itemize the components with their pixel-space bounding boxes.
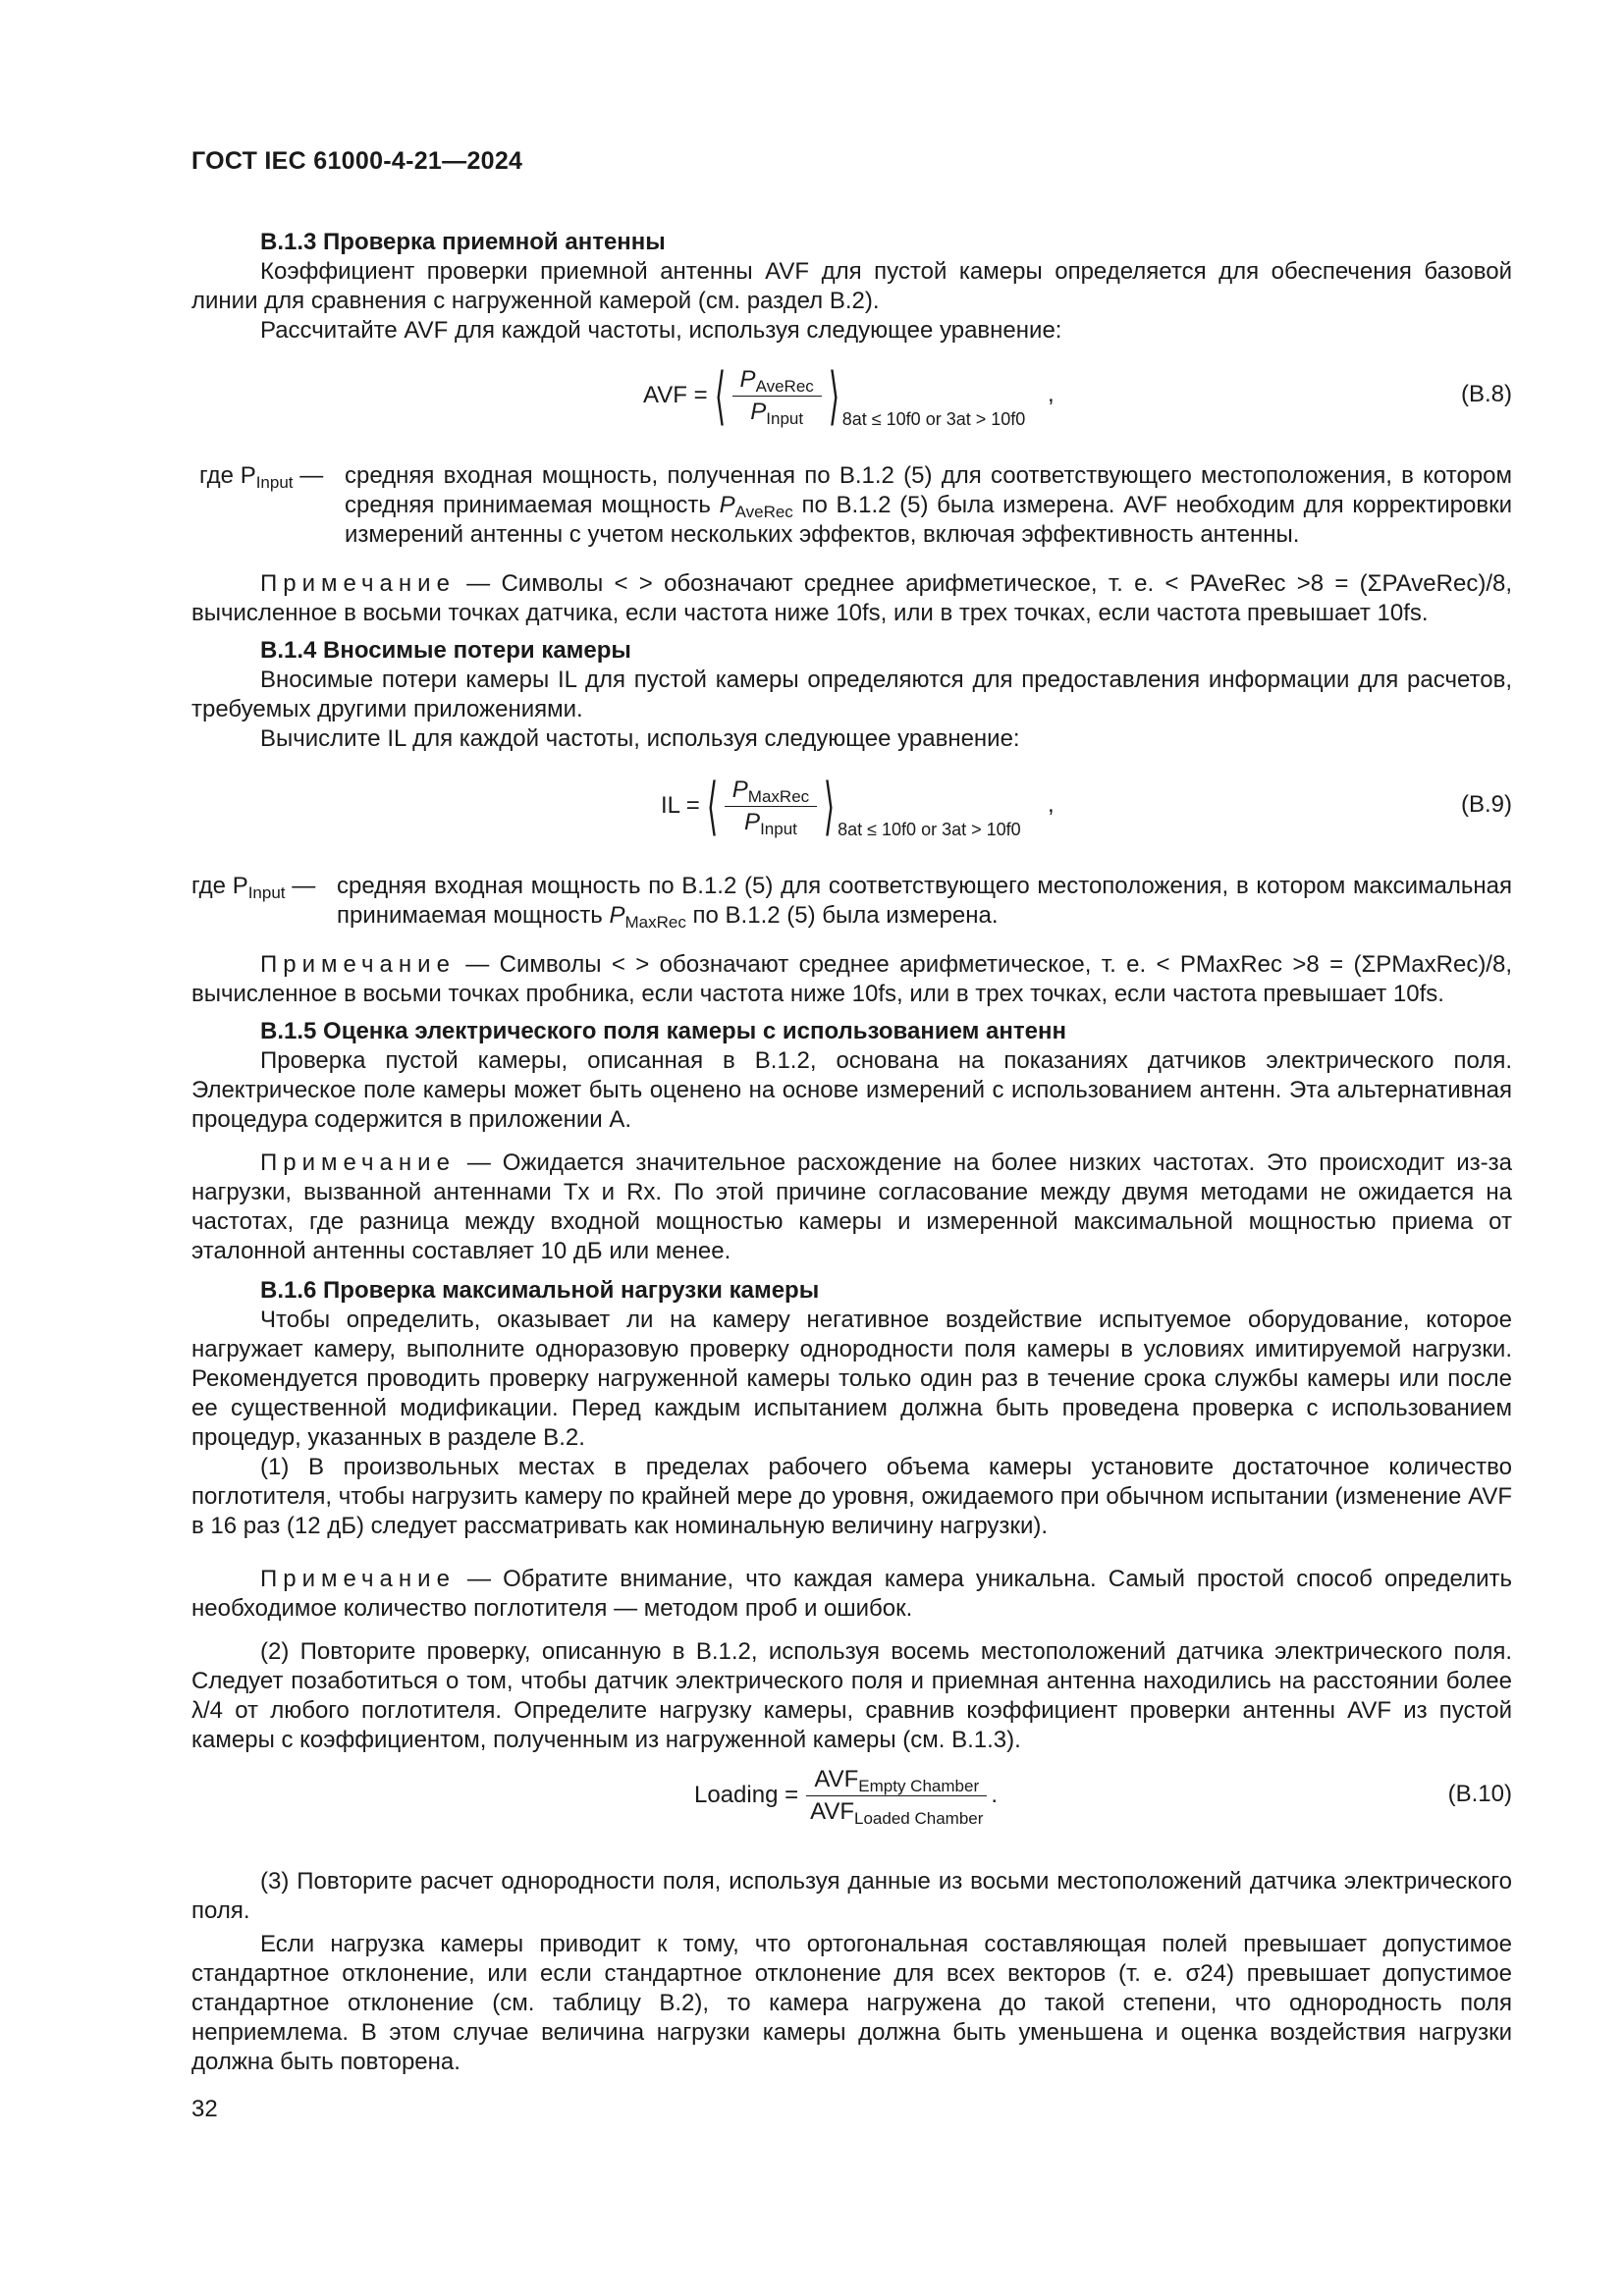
eq-period: . (991, 1782, 999, 1808)
paragraph: Если нагрузка камеры приводит к тому, что ортогональная составляющая полей превышает допустимое стандартное отклонение, или если стандартное отклонение для всех векторов (т. е. σ24) превышает допустимое стандартное отклонение (см. таблицу B.2), то камера нагружена до такой степени, что однородность поля неприемлема. В этом случае величина нагрузки камеры должна быть уменьшена и оценка воздействия нагрузки должна быть повторена. (191, 1931, 1512, 2075)
section-b16-cont (191, 1637, 1512, 1755)
section-b15 (191, 1017, 1512, 1135)
paragraph: Вычислите IL для каждой частоты, используя следующее уравнение: (260, 725, 1020, 752)
section-title: B.1.4 Вносимые потери камеры (260, 637, 631, 664)
definition-b9: где $P_{Input}$ — средняя входная мощность по B.1.2 (5) для соответствующего местоположения, в котором максимальная принимаемая мощность $P_{MaxRec}$ по B.1.2 (5) была измерена. (191, 873, 1512, 932)
paragraph: Рассчитайте AVF для каждой частоты, используя следующее уравнение: (260, 317, 1062, 344)
eq-comma: , (1048, 791, 1055, 818)
equation-b10 (191, 1761, 1512, 1830)
note-text: — Символы < > обозначают среднее арифметическое, т. е. < PMaxRec >8 = (ΣPMaxRec)/8, вычисленное в восьми точках пробника, если частота ниже 10fs, или в трех точках, если частота превышает 10fs. (191, 951, 1512, 1007)
eq-fraction: $\frac{AVF_{Empty Chamber}}{AVF_{Loaded Chamber}}$ (802, 1766, 991, 1826)
paragraph: (1) В произвольных местах в пределах рабочего объема камеры установите достаточное количество поглотителя, чтобы нагрузить камеру по крайней мере до уровня, ожидаемого при обычном испытании (изменение AVF в 16 раз (12 дБ) следует рассматривать как номинальную величину нагрузки). (191, 1454, 1512, 1539)
paragraph: Коэффициент проверки приемной антенны AVF для пустой камеры определяется для обеспечения базовой линии для сравнения с нагруженной камерой (см. раздел B.2). (191, 258, 1512, 314)
eq-fraction: $\frac{P_{AveRec}}{P_{Input}}$ (732, 366, 822, 426)
note-b13 (191, 569, 1512, 628)
definition-text: средняя входная мощность по B.1.2 (5) для соответствующего местоположения, в котором максимальная принимаемая мощность $P_{MaxRec}$ по B.1.2 (5) была измерена. (337, 873, 1512, 932)
note-label: Примечание (260, 1566, 456, 1592)
page-number: 32 (191, 2096, 218, 2122)
note-b16 (191, 1565, 1512, 1624)
note-text: — Ожидается значительное расхождение на более низких частотах. Это происходит из-за нагрузки, вызванной антеннами Tx и Rx. По этой причине согласование между двумя методами не ожидается на частотах, где разница между входной мощностью камеры и измеренной максимальной мощностью приема от эталонной антенны составляет 10 дБ или менее. (191, 1149, 1512, 1264)
eq-condition: 8at ≤ 10f0 or 3at > 10f0 (838, 820, 1021, 839)
right-angle-bracket: ⟩ (828, 360, 839, 431)
eq-condition: 8at ≤ 10f0 or 3at > 10f0 (841, 409, 1026, 429)
paragraph: (2) Повторите проверку, описанную в B.1.2, используя восемь местоположений датчика электрического поля. Следует позаботиться о том, чтобы датчик электрического поля и приемная антенна находились на расстоянии более λ/4 от любого поглотителя. Определите нагрузку камеры, сравнив коэффициент проверки антенны AVF из пустой камеры с коэффициентом, полученным из нагруженной камеры (см. B.1.3). (191, 1638, 1512, 1753)
section-b13 (191, 228, 1512, 346)
eq-lhs: AVF = (643, 382, 708, 408)
paragraph: Проверка пустой камеры, описанная в B.1.2, основана на показаниях датчиков электрического поля. Электрическое поле камеры может быть оценено на основе измерений с использованием антенн. Эта альтернативная процедура содержится в приложении A. (191, 1047, 1512, 1133)
equation-number: (B.9) (1460, 791, 1512, 818)
note-b15 (191, 1148, 1512, 1266)
eq-lhs: IL = (661, 792, 700, 819)
section-title: B.1.5 Оценка электрического поля камеры с использованием антенн (260, 1018, 1066, 1044)
paragraph: Чтобы определить, оказывает ли на камеру негативное воздействие испытуемое оборудование, которое нагружает камеру, выполните одноразовую проверку однородности поля камеры в условиях имитируемой нагрузки. Рекомендуется проводить проверку нагруженной камеры только один раз в течение срока службы камеры или после ее существенной модификации. Перед каждым испытанием должна быть проведена проверка с использованием процедур, указанных в разделе B.2. (191, 1307, 1512, 1451)
section-b16-end (191, 1867, 1512, 2077)
equation-b8 (191, 361, 1512, 430)
note-text: — Обратите внимание, что каждая камера уникальна. Самый простой способ определить необходимое количество поглотителя — методом проб и ошибок. (191, 1566, 1512, 1622)
left-angle-bracket: ⟨ (714, 360, 726, 431)
eq-fraction: $\frac{P_{MaxRec}}{P_{Input}}$ (725, 776, 817, 836)
note-label: Примечание (260, 951, 456, 978)
section-b14 (191, 636, 1512, 754)
equation-b9 (191, 772, 1512, 840)
document-header: ГОСТ IEC 61000-4-21—2024 (191, 147, 523, 175)
eq-lhs: Loading = (694, 1782, 799, 1808)
right-angle-bracket: ⟩ (824, 771, 836, 841)
equation-number: (B.10) (1447, 1781, 1512, 1807)
section-title: B.1.3 Проверка приемной антенны (260, 229, 666, 255)
paragraph: (3) Повторите расчет однородности поля, используя данные из восьми местоположений датчика электрического поля. (191, 1868, 1512, 1924)
section-title: B.1.6 Проверка максимальной нагрузки камеры (260, 1277, 820, 1304)
note-b14 (191, 950, 1512, 1009)
left-angle-bracket: ⟨ (706, 771, 718, 841)
note-text: — Символы < > обозначают среднее арифметическое, т. е. < PAveRec >8 = (ΣPAveRec)/8, вычисленное в восьми точках датчика, если частота ниже 10fs, или в трех точках, если частота превышает 10fs. (191, 570, 1512, 626)
eq-comma: , (1048, 381, 1055, 407)
section-b16 (191, 1276, 1512, 1541)
definition-b8: где $P_{Input}$ — средняя входная мощность, полученная по B.1.2 (5) для соответствующего местоположения, в котором средняя принимаемая мощность $P_{AveRec}$ по B.1.2 (5) была измерена. AVF необходим для корректировки измерений антенны с учетом нескольких эффектов, включая эффективность антенны. (199, 462, 1513, 548)
note-label: Примечание (260, 1149, 456, 1176)
note-label: Примечание (260, 570, 456, 597)
definition-text: средняя входная мощность, полученная по B.1.2 (5) для соответствующего местоположения, в котором средняя принимаемая мощность $P_{AveRec}$ по B.1.2 (5) была измерена. AVF необходим для корректировки измерений антенны с учетом нескольких эффектов, включая эффективность антенны. (345, 462, 1513, 548)
paragraph: Вносимые потери камеры IL для пустой камеры определяются для предоставления информации для расчетов, требуемых другими приложениями. (191, 667, 1512, 722)
equation-number: (B.8) (1460, 381, 1512, 407)
